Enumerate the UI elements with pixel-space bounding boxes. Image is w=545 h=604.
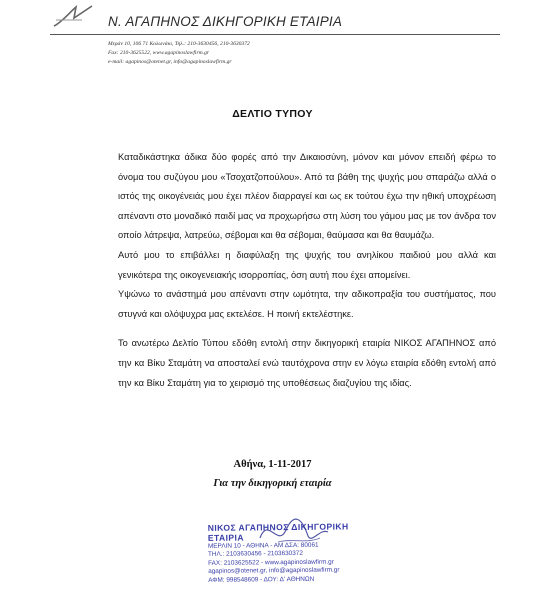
document-title: ΔΕΛΤΙΟ ΤΥΠΟΥ <box>232 108 313 120</box>
firm-name: Ν. ΑΓΑΠΗΝΟΣ ΔΙΚΗΓΟΡΙΚΗ ΕΤΑΙΡΙΑ <box>108 14 343 29</box>
stamp-fax: FAX: 2103625522 - www.agapinoslawfirm.gr <box>208 558 334 567</box>
body-paragraph: Υψώνω το ανάστημά μου απέναντι στην ωμότητα, την αδικοπραξία του συστήματος, που στυγνά και ολόψυχρα μας εκτελέσε. Η ποινή εκτελέστηκε. <box>118 289 496 319</box>
body-paragraph: Αυτό μου το επιβάλλει η διαφύλαξη της ψυχής του ανηλίκου παιδιού μου αλλά και γενικότερα της οικογενειακής ισορροπίας, όση αυτή που έχει απομείνει. <box>118 249 496 280</box>
stamp-email: agapinos@otenet.gr, info@agapinoslawfirm.gr <box>208 566 340 576</box>
body-paragraph: Το ανωτέρω Δελτίο Τύπου εδόθη εντολή στην δικηγορική εταιρία ΝΙΚΟΣ ΑΓΑΠΗΝΟΣ από την κα Βίκυ Σταμάτη να αποσταλεί ενώ ταυτόχρονα στην εν λόγω εταιρία εδόθη εντολή από την κα Βίκυ Σταμάτη για το χειρισμό της υποθέσεως διαζυγίου της ιδίας. <box>118 338 496 388</box>
signature-icon <box>208 508 378 568</box>
firm-logo-icon <box>52 4 98 30</box>
letterhead-contact <box>108 40 338 66</box>
letterhead-email: e-mail: agapinos@otenet.gr, info@agapinoslawfirm.gr <box>108 58 232 65</box>
stamp-phone: ΤΗΛ.: 2103630456 - 2103630372 <box>207 550 303 559</box>
stamp-address: ΜΕΡΛΙΝ 10 - ΑΘΗΝΑ - ΑΜ ΔΣΑ: 80061 <box>207 541 319 550</box>
closing-line: Για την δικηγορική εταιρία <box>213 478 332 489</box>
date-line: Αθήνα, 1-11-2017 <box>233 459 312 470</box>
stamp-tax-id: ΑΦΜ: 998548609 - ΔΟΥ: Δ' ΑΘΗΝΩΝ <box>208 575 315 584</box>
letterhead-address: Μεράν 10, 106 71 Κολωνάκι, Τηλ.: 210-3630456, 210-3630372 <box>108 41 250 47</box>
body-paragraph: Καταδικάστηκα άδικα δύο φορές από την Δικαιοσύνη, μόνον και μόνον επειδή φέρω το όνομα του συζύγου μου «Τσοχατζοπούλου». Από τα βάθη της ψυχής μου σπαράζω αλλά ο ιστός της οικογένειάς μου έχει πλέον διαρραγεί και ως εκ τούτου έχω την ηθική υποχρέωση απέναντι στο μοναδικό παιδί μας να προχωρήσω στη λύση του γάμου μας με τον άνδρα τον οποίο λάτρεψα, λατρεύω, σέβομαι και θα σέβομαι, θαύμασα και θα θαυμάζω. <box>118 152 496 241</box>
stamp-firm-name: ΝΙΚΟΣ ΑΓΑΠΗΝΟΣ ΔΙΚΗΓΟΡΙΚΗ ΕΤΑΙΡΙΑ <box>207 521 349 543</box>
letterhead-divider <box>50 34 500 35</box>
document-body <box>118 148 496 393</box>
letterhead-fax: Fax: 210-3625522, www.agapinoslawfirm.gr <box>108 49 210 56</box>
